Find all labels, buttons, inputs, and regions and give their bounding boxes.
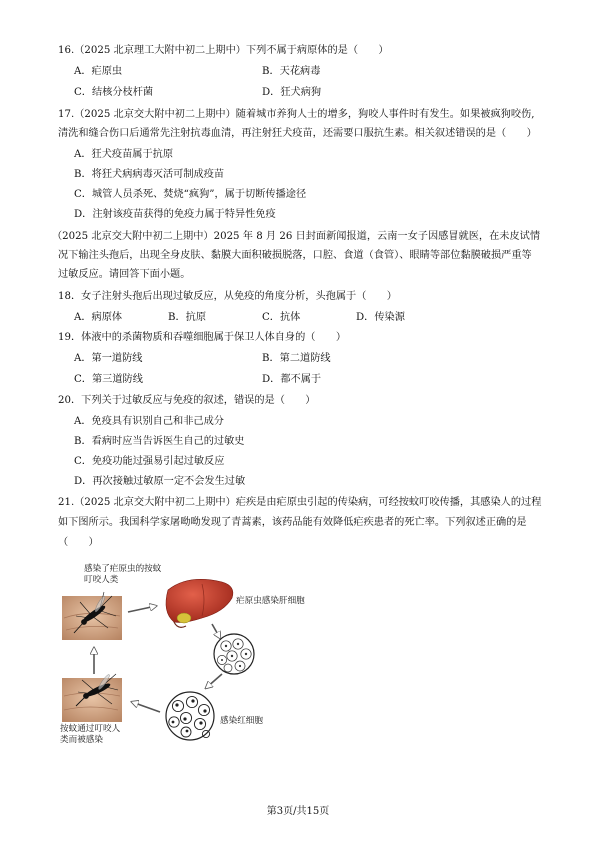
question-17-option-b: B．将狂犬病病毒灭活可制成疫苗 [74,169,225,180]
question-19-option-b: B．第二道防线 [262,353,331,364]
mosquito-biting-photo-top [62,592,122,640]
question-20-option-c: C．免疫功能过强易引起过敏反应 [74,456,225,467]
mosquito-biting-photo-bottom [62,673,122,722]
arrow-to-mosquito-bottom [132,702,160,712]
arrow-to-liver [128,606,156,612]
question-17-option-d: D．注射该疫苗获得的免疫力属于特异性免疫 [74,209,276,220]
question-19-option-c: C．第三道防线 [74,374,143,385]
question-21-stem-line-1: 21.（2025 北京交大附中初二上期中）疟疾是由疟原虫引起的传染病，可经按蚊叮咬传播，其感染人的过程 [58,497,542,508]
infected-red-blood-cells-icon [166,692,214,740]
figure-label-red-blood-cells: 感染红细胞 [220,716,263,726]
question-19-stem: 19．体液中的杀菌物质和吞噬细胞属于保卫人体自身的（ ） [58,332,347,343]
infected-liver-cells-icon [214,634,254,674]
question-20-option-b: B．看病时应当告诉医生自己的过敏史 [74,436,245,447]
question-20-stem: 20．下列关于过敏反应与免疫的叙述，错误的是（ ） [58,395,316,406]
question-17-stem-line-1: 17.（2025 北京交大附中初二上期中）随着城市养狗人士的增多，狗咬人事件时有发生。如果被疯狗咬伤, [58,109,535,120]
question-17-option-c: C．城管人员杀死、焚烧“疯狗”，属于切断传播途径 [74,189,307,200]
question-16-stem: 16.（2025 北京理工大附中初二上期中）下列不属于病原体的是（ ） [58,45,389,56]
question-19-option-d: D．都不属于 [262,374,322,385]
passage-line-2: 况下输注头孢后，出现全身皮肤、黏膜大面积破损脱落，口腔、食道（食管）、眼睛等部位黏膜破损严重等 [58,250,532,261]
question-18-option-b: B．抗原 [168,312,207,323]
figure-label-liver-infection: 疟原虫感染肝细胞 [236,596,305,606]
question-18-option-a: A．病原体 [74,312,123,323]
question-17-stem-line-2: 清洗和缝合伤口后通常先注射抗毒血清，再注射狂犬疫苗，还需要口服抗生素。相关叙述错误的是（ ） [58,128,537,139]
question-17-option-a: A．狂犬疫苗属于抗原 [74,149,174,160]
arrow-to-liver-cells [212,624,220,638]
question-18-option-c: C．抗体 [262,312,301,323]
question-18-option-d: D．传染源 [356,312,405,323]
question-18-stem: 18．女子注射头孢后出现过敏反应，从免疫的角度分析，头孢属于（ ） [58,291,397,302]
question-16-option-b: B．天花病毒 [262,66,321,77]
passage-line-1: （2025 北京交大附中初二上期中）2025 年 8 月 26 日封面新闻报道，云南一女子因感冒就医，在未皮试情 [52,231,541,242]
passage-line-3: 过敏反应。请回答下面小题。 [58,269,191,280]
question-20-option-a: A．免疫具有识别自己和非己成分 [74,416,224,427]
question-20-option-d: D．再次接触过敏原一定不会发生过敏 [74,476,246,487]
page-number: 第3页/共15页 [266,806,330,817]
malaria-cycle-figure [56,556,356,746]
question-21-stem-line-2: 如下图所示。我国科学家屠呦呦发现了青蒿素，该药品能有效降低疟疾患者的死亡率。下列叙述正确的是 [58,517,527,528]
figure-label-mosquito-infected: 按蚊通过叮咬人类而被感染 [60,724,121,745]
liver-icon [166,579,233,627]
question-16-option-c: C．结核分枝杆菌 [74,87,154,98]
question-16-option-d: D．狂犬病狗 [262,87,322,98]
arrow-to-red-blood-cells [206,674,222,688]
question-16-option-a: A．疟原虫 [74,66,123,77]
figure-label-infected-mosquito: 感染了疟原虫的按蚊叮咬人类 [84,564,162,585]
question-21-stem-line-3: （ ） [58,537,99,548]
question-19-option-a: A．第一道防线 [74,353,143,364]
